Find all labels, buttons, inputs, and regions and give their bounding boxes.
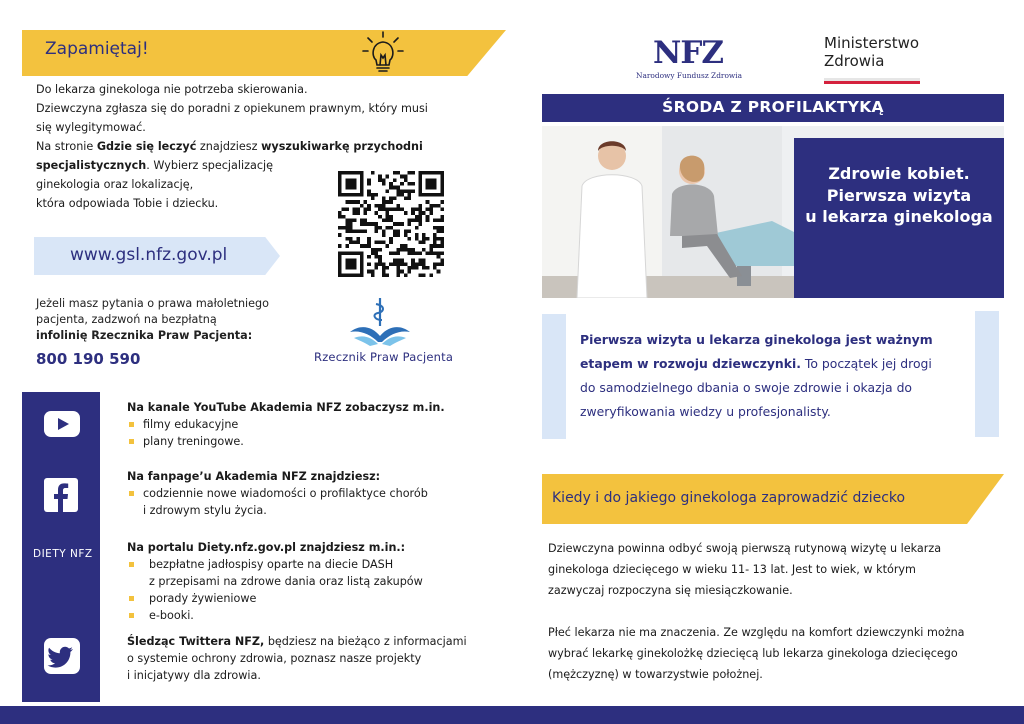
- ministry-logo: Ministerstwo Zdrowia: [824, 34, 920, 70]
- nfz-subtitle: Narodowy Fundusz Zdrowia: [636, 71, 743, 80]
- twitter-section: Śledząc Twittera NFZ, będziesz na bieżąco z informacjami o systemie ochrony zdrowia, poznasz nasze projekty i inicjatywy dla zdrowia.: [127, 635, 467, 682]
- fanpage-section: Na fanpage’u Akademia NFZ znajdziesz: codziennie nowe wiadomości o profilaktyce chorób i zdrowym stylu życia.: [127, 468, 487, 519]
- gdzie-sie-leczyc-link: Gdzie się leczyć: [96, 140, 197, 153]
- rpp-logo-icon: [340, 296, 420, 350]
- youtube-icon[interactable]: [44, 409, 80, 439]
- nfz-logo: NFZ: [653, 35, 723, 71]
- list-item: e-booki.: [127, 607, 487, 624]
- intro-text: Pierwsza wizyta u lekarza ginekologa jest ważnym etapem w rozwoju dziewczynki. To początek jej drogi do samodzielnego dbania o swoje zdrowie i okazja do zweryfikowania wiedzy u profesjonalisty.: [580, 332, 933, 419]
- list-item: codziennie nowe wiadomości o profilaktyce chorób: [127, 485, 487, 502]
- sroda-heading: ŚRODA Z PROFILAKTYKĄ: [662, 98, 884, 116]
- twitter-icon[interactable]: [44, 638, 80, 674]
- bottom-band: [0, 706, 1024, 724]
- diety-nfz-logo[interactable]: DIETY NFZ: [33, 548, 93, 560]
- qr-code[interactable]: [338, 171, 444, 277]
- patient-rights-info: Jeżeli masz pytania o prawa małoletniego pacjenta, zadzwoń na bezpłatną infolinię Rzecznika Praw Pacjenta:: [36, 297, 269, 342]
- ministry-flag-icon: [824, 78, 920, 84]
- body-paragraph-gender: Płeć lekarza nie ma znaczenia. Ze względu na komfort dziewczynki można wybrać lekarkę ginekolożkę dziecięcą lub lekarza ginekologa dziecięcego (mężczyznę) w towarzystwie położnej.: [548, 626, 965, 681]
- remember-title: Zapamiętaj!: [45, 39, 149, 59]
- rpp-name: Rzecznik Praw Pacjenta: [314, 350, 454, 364]
- social-strip: [22, 392, 100, 702]
- list-item: bezpłatne jadłospisy oparte na diecie DASH: [127, 556, 487, 573]
- accent-bar-right: [975, 311, 999, 437]
- youtube-section: Na kanale YouTube Akademia NFZ zobaczysz m.in. filmy edukacyjne plany treningowe.: [127, 399, 487, 450]
- accent-bar-left: [542, 314, 566, 439]
- kiedy-heading: Kiedy i do jakiego ginekologa zaprowadzić dziecko: [552, 490, 906, 506]
- url-link[interactable]: www.gsl.nfz.gov.pl: [70, 245, 228, 265]
- lightbulb-icon: [362, 30, 404, 76]
- facebook-icon[interactable]: [44, 478, 78, 512]
- list-item: filmy edukacyjne: [127, 416, 487, 433]
- list-item: porady żywieniowe: [127, 590, 487, 607]
- referral-info: Do lekarza ginekologa nie potrzeba skierowania. Dziewczyna zgłasza się do poradni z opiekunem prawnym, który musi się wylegitymować. Na stronie Gdzie się leczyć znajdziesz wyszukiwarkę przychodni specjalistycznych. Wybierz specjalizację ginekologia oraz lokalizację, która odpowiada Tobie i dziecku.: [36, 83, 428, 210]
- list-item: plany treningowe.: [127, 433, 487, 450]
- body-paragraph-age: Dziewczyna powinna odbyć swoją pierwszą rutynową wizytę u lekarza ginekologa dziecięcego w wieku 11- 13 lat. Jest to wiek, w którym zazwyczaj rozpoczyna się miesiączkowanie.: [548, 542, 942, 597]
- hotline-phone[interactable]: 800 190 590: [36, 350, 141, 368]
- main-title: Zdrowie kobiet. Pierwsza wizyta u lekarza ginekologa: [805, 164, 993, 226]
- portal-section: Na portalu Diety.nfz.gov.pl znajdziesz m.in.: bezpłatne jadłospisy oparte na diecie DASH z przepisami na zdrowe dania oraz listą zakupów porady żywieniowe e-booki.: [127, 539, 487, 624]
